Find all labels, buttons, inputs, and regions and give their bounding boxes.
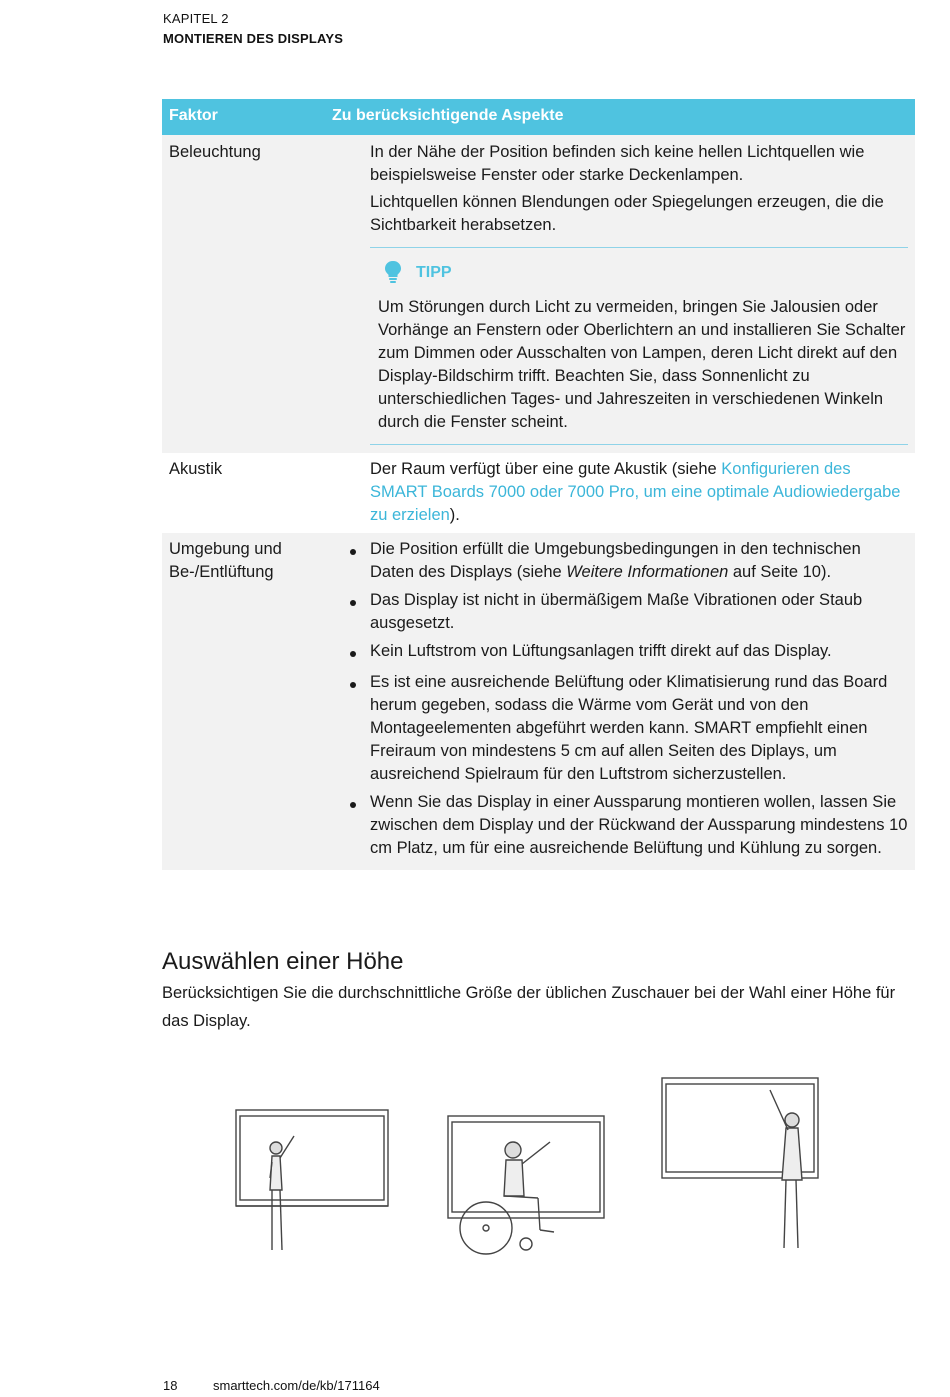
tip-box <box>370 247 908 445</box>
list-item: Wenn Sie das Display in einer Aussparung montieren wollen, lassen Sie zwischen dem Display und der Rückwand der Aussparung mindestens 10 cm Platz, um für eine ausreichende Belüftung und Kühlung zu sorgen. <box>370 791 908 860</box>
tip-label: TIPP <box>416 263 452 281</box>
list-item: Es ist eine ausreichende Belüftung oder Klimatisierung rund das Board herum gegeben, sodass die Wärme vom Gerät und von den Montageelementen abgeführt werden kann. SMART empfiehlt einen Freiraum von mindestens 5 cm auf allen Seiten des Diplays, um ausreichend Spielraum für den Luftstrom sicherzustellen. <box>370 671 908 786</box>
considerations-table <box>162 99 915 870</box>
factor-environment: Umgebung und Be-/Entlüftung <box>169 540 282 581</box>
list-item: Die Position erfüllt die Umgebungsbedingungen in den technischen Daten des Displays (siehe Weitere Informationen auf Seite 10). <box>370 538 908 584</box>
table-row-environment <box>162 533 915 870</box>
table-header-row <box>162 99 915 135</box>
lightbulb-icon <box>378 259 408 285</box>
section-intro-height: Berücksichtigen Sie die durchschnittliche Größe der üblichen Zuschauer bei der Wahl einer Höhe für das Display. <box>162 984 896 1030</box>
list-item: Kein Luftstrom von Lüftungsanlagen trifft direkt auf das Display. <box>370 640 908 663</box>
table-row-lighting <box>162 135 915 453</box>
section-label: MONTIEREN DES DISPLAYS <box>163 31 344 46</box>
factor-lighting: Beleuchtung <box>169 143 261 161</box>
column-header-factor: Faktor <box>169 107 218 124</box>
environment-list <box>370 538 908 860</box>
tip-text: Um Störungen durch Licht zu vermeiden, bringen Sie Jalousien oder Vorhänge an Fenstern oder Oberlichtern an und installieren Sie Schalter zum Dimmen oder Ausschalten von Lampen, deren Licht direkt auf den Display-Bildschirm trifft. Beachten Sie, dass Sonnenlicht zu unterschiedlichen Tages- und Jahreszeiten in verschiedenen Winkeln durch die Fenster scheint. <box>378 298 906 431</box>
footer-url[interactable]: smarttech.com/de/kb/171164 <box>213 1378 380 1393</box>
chapter-label: KAPITEL 2 <box>163 11 229 26</box>
column-header-aspects: Zu berücksichtigende Aspekte <box>332 107 564 124</box>
section-title-height: Auswählen einer Höhe <box>162 948 404 975</box>
acoustics-text: Der Raum verfügt über eine gute Akustik (siehe Konfigurieren des SMART Boards 7000 oder 7000 Pro, um eine optimale Audiowiedergabe zu erzielen). <box>370 460 901 524</box>
lighting-text-2: Lichtquellen können Blendungen oder Spiegelungen erzeugen, die die Sichtbarkeit herabsetzen. <box>370 193 884 234</box>
page-footer <box>163 1378 380 1393</box>
page-number: 18 <box>163 1378 178 1393</box>
acoustics-config-link[interactable]: Konfigurieren des SMART Boards 7000 oder 7000 Pro, um eine optimale Audiowiedergabe zu erzielen <box>370 460 901 524</box>
table-row-acoustics <box>162 453 915 533</box>
factor-acoustics: Akustik <box>169 460 223 478</box>
list-item: Das Display ist nicht in übermäßigem Maße Vibrationen oder Staub ausgesetzt. <box>370 589 908 635</box>
height-illustration <box>228 1070 828 1260</box>
page-header <box>163 9 343 49</box>
lighting-text-1: In der Nähe der Position befinden sich keine hellen Lichtquellen wie beispielsweise Fenster oder starke Deckenlampen. <box>370 143 865 184</box>
